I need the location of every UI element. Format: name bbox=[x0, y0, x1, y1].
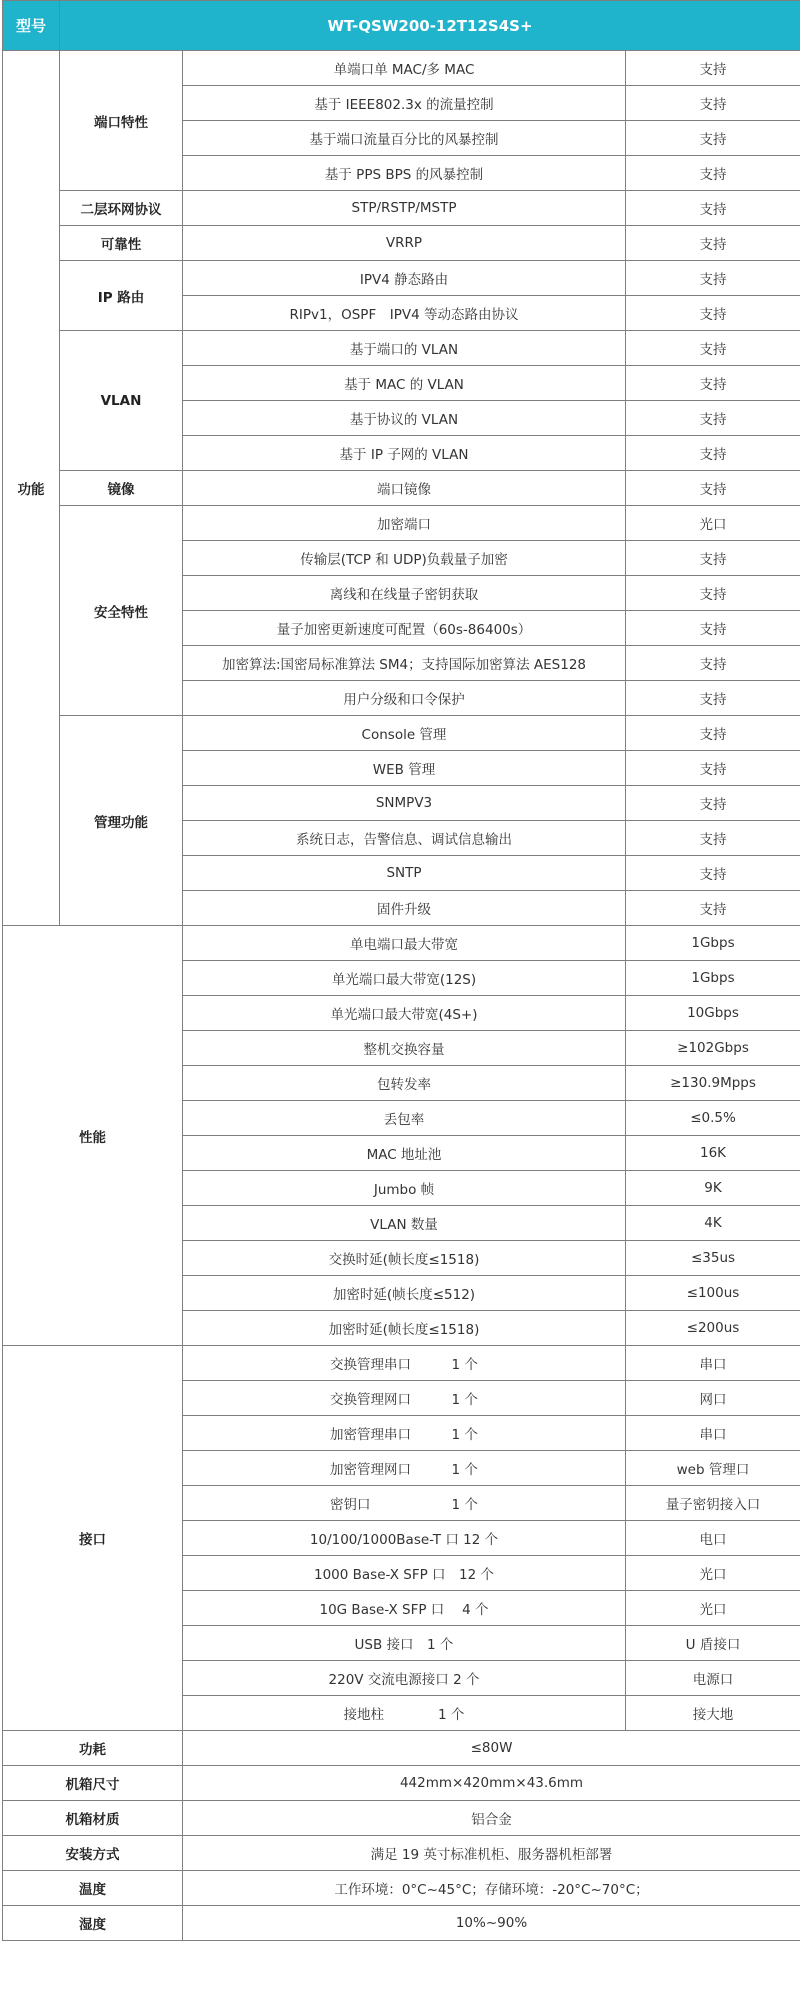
group-label: 可靠性 bbox=[60, 226, 183, 261]
item-cell: 接地柱 1 个 bbox=[183, 1696, 626, 1731]
value-cell: 工作环境：0°C~45°C；存储环境：-20°C~70°C； bbox=[183, 1871, 800, 1906]
support-cell: 支持 bbox=[626, 86, 800, 121]
value-cell: 铝合金 bbox=[183, 1801, 800, 1836]
item-cell: Jumbo 帧 bbox=[183, 1171, 626, 1206]
feature-cell: 基于端口流量百分比的风暴控制 bbox=[183, 121, 626, 156]
table-row bbox=[3, 1346, 800, 1381]
table-row bbox=[3, 506, 800, 541]
table-row bbox=[3, 1836, 800, 1871]
item-cell: 220V 交流电源接口 2 个 bbox=[183, 1661, 626, 1696]
section-label: 湿度 bbox=[3, 1906, 183, 1941]
value-cell: web 管理口 bbox=[626, 1451, 800, 1486]
item-cell: 加密管理网口 1 个 bbox=[183, 1451, 626, 1486]
feature-cell: 系统日志，告警信息、调试信息输出 bbox=[183, 821, 626, 856]
value-cell: ≤100us bbox=[626, 1276, 800, 1311]
value-cell: ≥130.9Mpps bbox=[626, 1066, 800, 1101]
support-cell: 支持 bbox=[626, 331, 800, 366]
feature-cell: 基于 PPS BPS 的风暴控制 bbox=[183, 156, 626, 191]
value-cell: 电口 bbox=[626, 1521, 800, 1556]
item-cell: VLAN 数量 bbox=[183, 1206, 626, 1241]
group-label: IP 路由 bbox=[60, 261, 183, 331]
value-cell: 串口 bbox=[626, 1416, 800, 1451]
feature-cell: 基于协议的 VLAN bbox=[183, 401, 626, 436]
value-cell: 4K bbox=[626, 1206, 800, 1241]
item-cell: 单电端口最大带宽 bbox=[183, 926, 626, 961]
value-cell: 串口 bbox=[626, 1346, 800, 1381]
support-cell: 支持 bbox=[626, 471, 800, 506]
header-row bbox=[3, 1, 800, 51]
group-label: 二层环网协议 bbox=[60, 191, 183, 226]
feature-cell: 基于 MAC 的 VLAN bbox=[183, 366, 626, 401]
item-cell: 丢包率 bbox=[183, 1101, 626, 1136]
feature-cell: SNMPV3 bbox=[183, 786, 626, 821]
item-cell: 10G Base-X SFP 口 4 个 bbox=[183, 1591, 626, 1626]
group-label: 镜像 bbox=[60, 471, 183, 506]
support-cell: 支持 bbox=[626, 436, 800, 471]
table-row bbox=[3, 716, 800, 751]
item-cell: 加密管理串口 1 个 bbox=[183, 1416, 626, 1451]
value-cell: 9K bbox=[626, 1171, 800, 1206]
item-cell: 交换管理串口 1 个 bbox=[183, 1346, 626, 1381]
value-cell: 量子密钥接入口 bbox=[626, 1486, 800, 1521]
section-label: 机箱材质 bbox=[3, 1801, 183, 1836]
table-row bbox=[3, 1801, 800, 1836]
feature-cell: Console 管理 bbox=[183, 716, 626, 751]
group-label: VLAN bbox=[60, 331, 183, 471]
value-cell: ≤200us bbox=[626, 1311, 800, 1346]
table-row bbox=[3, 331, 800, 366]
value-cell: 10Gbps bbox=[626, 996, 800, 1031]
group-label: 安全特性 bbox=[60, 506, 183, 716]
feature-cell: 加密端口 bbox=[183, 506, 626, 541]
support-cell: 支持 bbox=[626, 226, 800, 261]
item-cell: 交换时延(帧长度≤1518) bbox=[183, 1241, 626, 1276]
feature-cell: 用户分级和口令保护 bbox=[183, 681, 626, 716]
support-cell: 支持 bbox=[626, 891, 800, 926]
item-cell: USB 接口 1 个 bbox=[183, 1626, 626, 1661]
feature-cell: 固件升级 bbox=[183, 891, 626, 926]
table-row bbox=[3, 261, 800, 296]
support-cell: 支持 bbox=[626, 611, 800, 646]
value-cell: 满足 19 英寸标准机柜、服务器机柜部署 bbox=[183, 1836, 800, 1871]
feature-cell: 离线和在线量子密钥获取 bbox=[183, 576, 626, 611]
support-cell: 支持 bbox=[626, 856, 800, 891]
group-label: 管理功能 bbox=[60, 716, 183, 926]
feature-cell: RIPv1，OSPF IPV4 等动态路由协议 bbox=[183, 296, 626, 331]
item-cell: 整机交换容量 bbox=[183, 1031, 626, 1066]
value-cell: 光口 bbox=[626, 1556, 800, 1591]
value-cell: ≥102Gbps bbox=[626, 1031, 800, 1066]
support-cell: 支持 bbox=[626, 681, 800, 716]
value-cell: 10%~90% bbox=[183, 1906, 800, 1941]
table-row bbox=[3, 1871, 800, 1906]
item-cell: 交换管理网口 1 个 bbox=[183, 1381, 626, 1416]
feature-cell: 加密算法:国密局标准算法 SM4；支持国际加密算法 AES128 bbox=[183, 646, 626, 681]
support-cell: 支持 bbox=[626, 51, 800, 86]
support-cell: 支持 bbox=[626, 401, 800, 436]
value-cell: ≤0.5% bbox=[626, 1101, 800, 1136]
section-label: 性能 bbox=[3, 926, 183, 1346]
feature-cell: 传输层(TCP 和 UDP)负载量子加密 bbox=[183, 541, 626, 576]
table-row bbox=[3, 51, 800, 86]
feature-cell: 基于 IP 子网的 VLAN bbox=[183, 436, 626, 471]
support-cell: 支持 bbox=[626, 366, 800, 401]
support-cell: 支持 bbox=[626, 576, 800, 611]
section-label: 安装方式 bbox=[3, 1836, 183, 1871]
value-cell: 1Gbps bbox=[626, 961, 800, 996]
item-cell: 包转发率 bbox=[183, 1066, 626, 1101]
feature-cell: 基于端口的 VLAN bbox=[183, 331, 626, 366]
table-row bbox=[3, 1766, 800, 1801]
value-cell: 电源口 bbox=[626, 1661, 800, 1696]
feature-cell: 单端口单 MAC/多 MAC bbox=[183, 51, 626, 86]
value-cell: U 盾接口 bbox=[626, 1626, 800, 1661]
item-cell: 单光端口最大带宽(12S) bbox=[183, 961, 626, 996]
section-label: 功耗 bbox=[3, 1731, 183, 1766]
support-cell: 支持 bbox=[626, 156, 800, 191]
item-cell: 10/100/1000Base-T 口 12 个 bbox=[183, 1521, 626, 1556]
table-row bbox=[3, 191, 800, 226]
table-row bbox=[3, 226, 800, 261]
section-label: 功能 bbox=[3, 51, 60, 926]
section-label: 机箱尺寸 bbox=[3, 1766, 183, 1801]
support-cell: 支持 bbox=[626, 751, 800, 786]
spec-table-body bbox=[3, 1, 800, 1941]
table-row bbox=[3, 1906, 800, 1941]
item-cell: MAC 地址池 bbox=[183, 1136, 626, 1171]
item-cell: 加密时延(帧长度≤1518) bbox=[183, 1311, 626, 1346]
feature-cell: 量子加密更新速度可配置（60s-86400s） bbox=[183, 611, 626, 646]
group-label: 端口特性 bbox=[60, 51, 183, 191]
feature-cell: SNTP bbox=[183, 856, 626, 891]
item-cell: 加密时延(帧长度≤512) bbox=[183, 1276, 626, 1311]
feature-cell: 基于 IEEE802.3x 的流量控制 bbox=[183, 86, 626, 121]
support-cell: 支持 bbox=[626, 716, 800, 751]
value-cell: ≤35us bbox=[626, 1241, 800, 1276]
item-cell: 单光端口最大带宽(4S+) bbox=[183, 996, 626, 1031]
feature-cell: 端口镜像 bbox=[183, 471, 626, 506]
model-value: WT-QSW200-12T12S4S+ bbox=[60, 1, 800, 51]
value-cell: 442mm×420mm×43.6mm bbox=[183, 1766, 800, 1801]
section-label: 接口 bbox=[3, 1346, 183, 1731]
value-cell: ≤80W bbox=[183, 1731, 800, 1766]
model-label: 型号 bbox=[3, 1, 60, 51]
feature-cell: VRRP bbox=[183, 226, 626, 261]
value-cell: 网口 bbox=[626, 1381, 800, 1416]
support-cell: 支持 bbox=[626, 191, 800, 226]
spec-table bbox=[2, 0, 800, 1941]
section-label: 温度 bbox=[3, 1871, 183, 1906]
table-row bbox=[3, 471, 800, 506]
support-cell: 支持 bbox=[626, 261, 800, 296]
value-cell: 光口 bbox=[626, 1591, 800, 1626]
item-cell: 密钥口 1 个 bbox=[183, 1486, 626, 1521]
feature-cell: IPV4 静态路由 bbox=[183, 261, 626, 296]
value-cell: 接大地 bbox=[626, 1696, 800, 1731]
support-cell: 支持 bbox=[626, 786, 800, 821]
value-cell: 16K bbox=[626, 1136, 800, 1171]
feature-cell: STP/RSTP/MSTP bbox=[183, 191, 626, 226]
item-cell: 1000 Base-X SFP 口 12 个 bbox=[183, 1556, 626, 1591]
support-cell: 支持 bbox=[626, 296, 800, 331]
value-cell: 1Gbps bbox=[626, 926, 800, 961]
support-cell: 光口 bbox=[626, 506, 800, 541]
table-row bbox=[3, 926, 800, 961]
feature-cell: WEB 管理 bbox=[183, 751, 626, 786]
support-cell: 支持 bbox=[626, 646, 800, 681]
table-row bbox=[3, 1731, 800, 1766]
support-cell: 支持 bbox=[626, 821, 800, 856]
support-cell: 支持 bbox=[626, 121, 800, 156]
support-cell: 支持 bbox=[626, 541, 800, 576]
